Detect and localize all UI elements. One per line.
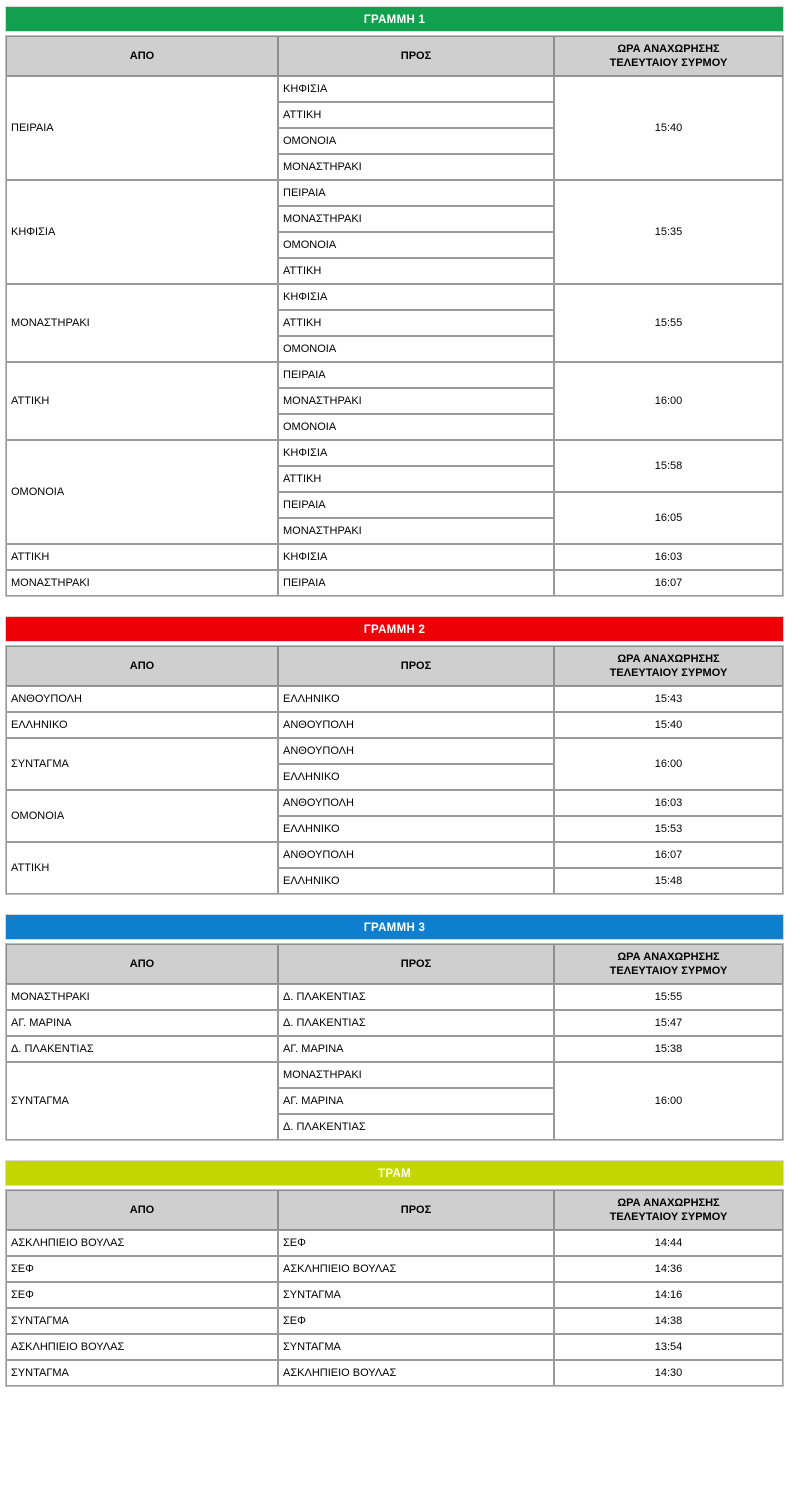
last-departure-time-cell: 15:55: [554, 284, 783, 362]
destination-station-cell: ΟΜΟΝΟΙΑ: [278, 336, 554, 362]
table-row: [6, 1282, 783, 1308]
destination-station-cell: ΣΕΦ: [278, 1230, 554, 1256]
last-departure-time-cell: 16:00: [554, 1062, 783, 1140]
destination-station-cell: ΑΣΚΛΗΠΙΕΙΟ ΒΟΥΛΑΣ: [278, 1360, 554, 1386]
origin-station-cell: ΑΤΤΙΚΗ: [6, 362, 278, 440]
column-header-from: ΑΠΟ: [6, 944, 278, 984]
destination-station-cell: ΠΕΙΡΑΙΑ: [278, 492, 554, 518]
destination-station-cell: ΕΛΛΗΝΙΚΟ: [278, 686, 554, 712]
line-banner-title: ΓΡΑΜΜΗ 1: [5, 6, 784, 32]
table-row: [6, 738, 783, 764]
column-header-to: ΠΡΟΣ: [278, 646, 554, 686]
column-header-departure-time-line2: ΤΕΛΕΥΤΑΙΟΥ ΣΥΡΜΟΥ: [609, 57, 728, 69]
table-row: [6, 1334, 783, 1360]
last-departure-time-cell: 14:44: [554, 1230, 783, 1256]
origin-station-cell: ΠΕΙΡΑΙΑ: [6, 76, 278, 180]
last-departure-time-cell: 15:40: [554, 712, 783, 738]
column-header-to: ΠΡΟΣ: [278, 944, 554, 984]
destination-station-cell: ΜΟΝΑΣΤΗΡΑΚΙ: [278, 1062, 554, 1088]
origin-station-cell: ΑΣΚΛΗΠΙΕΙΟ ΒΟΥΛΑΣ: [6, 1230, 278, 1256]
last-departure-time-cell: 14:30: [554, 1360, 783, 1386]
last-departure-time-cell: 16:00: [554, 738, 783, 790]
destination-station-cell: ΚΗΦΙΣΙΑ: [278, 440, 554, 466]
line-section: [5, 616, 784, 895]
column-header-departure-time-line2: ΤΕΛΕΥΤΑΙΟΥ ΣΥΡΜΟΥ: [609, 667, 728, 679]
destination-station-cell: ΜΟΝΑΣΤΗΡΑΚΙ: [278, 154, 554, 180]
origin-station-cell: ΜΟΝΑΣΤΗΡΑΚΙ: [6, 570, 278, 596]
last-departure-time-cell: 16:00: [554, 362, 783, 440]
table-row: [6, 712, 783, 738]
table-row: [6, 984, 783, 1010]
column-header-to: ΠΡΟΣ: [278, 36, 554, 76]
origin-station-cell: ΑΤΤΙΚΗ: [6, 842, 278, 894]
destination-station-cell: ΑΓ. ΜΑΡΙΝΑ: [278, 1088, 554, 1114]
column-header-to: ΠΡΟΣ: [278, 1190, 554, 1230]
column-header-departure-time: [554, 36, 783, 76]
destination-station-cell: ΑΤΤΙΚΗ: [278, 310, 554, 336]
line-banner-title: ΤΡΑΜ: [5, 1160, 784, 1186]
schedule-table: [5, 35, 784, 597]
line-section: [5, 6, 784, 597]
schedule-table: [5, 943, 784, 1141]
table-row: [6, 440, 783, 466]
destination-station-cell: ΜΟΝΑΣΤΗΡΑΚΙ: [278, 518, 554, 544]
last-departure-time-cell: 14:38: [554, 1308, 783, 1334]
column-header-departure-time-line1: ΩΡΑ ΑΝΑΧΩΡΗΣΗΣ: [617, 951, 720, 963]
table-header-row: [6, 646, 783, 686]
destination-station-cell: ΑΝΘΟΥΠΟΛΗ: [278, 738, 554, 764]
destination-station-cell: ΕΛΛΗΝΙΚΟ: [278, 816, 554, 842]
schedule-table: [5, 645, 784, 895]
destination-station-cell: ΕΛΛΗΝΙΚΟ: [278, 868, 554, 894]
origin-station-cell: ΑΤΤΙΚΗ: [6, 544, 278, 570]
column-header-from: ΑΠΟ: [6, 1190, 278, 1230]
destination-station-cell: ΣΥΝΤΑΓΜΑ: [278, 1334, 554, 1360]
origin-station-cell: ΣΕΦ: [6, 1256, 278, 1282]
table-header-row: [6, 36, 783, 76]
last-departure-time-cell: 15:35: [554, 180, 783, 284]
table-row: [6, 790, 783, 816]
last-departure-time-cell: 14:16: [554, 1282, 783, 1308]
origin-station-cell: ΜΟΝΑΣΤΗΡΑΚΙ: [6, 284, 278, 362]
column-header-departure-time-line1: ΩΡΑ ΑΝΑΧΩΡΗΣΗΣ: [617, 653, 720, 665]
table-row: [6, 284, 783, 310]
last-departure-time-cell: 16:03: [554, 544, 783, 570]
column-header-from: ΑΠΟ: [6, 646, 278, 686]
last-departure-time-cell: 13:54: [554, 1334, 783, 1360]
last-departure-time-cell: 15:38: [554, 1036, 783, 1062]
column-header-from: ΑΠΟ: [6, 36, 278, 76]
last-departure-time-cell: 15:47: [554, 1010, 783, 1036]
origin-station-cell: ΚΗΦΙΣΙΑ: [6, 180, 278, 284]
column-header-departure-time-line2: ΤΕΛΕΥΤΑΙΟΥ ΣΥΡΜΟΥ: [609, 1211, 728, 1223]
destination-station-cell: ΜΟΝΑΣΤΗΡΑΚΙ: [278, 388, 554, 414]
table-row: [6, 570, 783, 596]
destination-station-cell: ΑΤΤΙΚΗ: [278, 258, 554, 284]
column-header-departure-time: [554, 646, 783, 686]
destination-station-cell: ΠΕΙΡΑΙΑ: [278, 362, 554, 388]
last-departure-time-cell: 14:36: [554, 1256, 783, 1282]
destination-station-cell: ΚΗΦΙΣΙΑ: [278, 76, 554, 102]
origin-station-cell: ΟΜΟΝΟΙΑ: [6, 440, 278, 544]
destination-station-cell: ΠΕΙΡΑΙΑ: [278, 570, 554, 596]
origin-station-cell: Δ. ΠΛΑΚΕΝΤΙΑΣ: [6, 1036, 278, 1062]
table-row: [6, 1360, 783, 1386]
destination-station-cell: ΑΤΤΙΚΗ: [278, 102, 554, 128]
table-row: [6, 686, 783, 712]
origin-station-cell: ΣΕΦ: [6, 1282, 278, 1308]
destination-station-cell: ΣΥΝΤΑΓΜΑ: [278, 1282, 554, 1308]
column-header-departure-time-line1: ΩΡΑ ΑΝΑΧΩΡΗΣΗΣ: [617, 1197, 720, 1209]
column-header-departure-time-line1: ΩΡΑ ΑΝΑΧΩΡΗΣΗΣ: [617, 43, 720, 55]
origin-station-cell: ΑΓ. ΜΑΡΙΝΑ: [6, 1010, 278, 1036]
destination-station-cell: ΠΕΙΡΑΙΑ: [278, 180, 554, 206]
table-row: [6, 76, 783, 102]
destination-station-cell: ΕΛΛΗΝΙΚΟ: [278, 764, 554, 790]
origin-station-cell: ΣΥΝΤΑΓΜΑ: [6, 1062, 278, 1140]
table-header-row: [6, 1190, 783, 1230]
last-departure-time-cell: 15:53: [554, 816, 783, 842]
destination-station-cell: Δ. ΠΛΑΚΕΝΤΙΑΣ: [278, 1010, 554, 1036]
line-section: [5, 1160, 784, 1387]
schedule-table: [5, 1189, 784, 1387]
last-departure-time-cell: 15:55: [554, 984, 783, 1010]
table-row: [6, 544, 783, 570]
destination-station-cell: Δ. ΠΛΑΚΕΝΤΙΑΣ: [278, 984, 554, 1010]
table-row: [6, 180, 783, 206]
table-row: [6, 1062, 783, 1088]
destination-station-cell: ΑΝΘΟΥΠΟΛΗ: [278, 842, 554, 868]
column-header-departure-time: [554, 944, 783, 984]
destination-station-cell: Δ. ΠΛΑΚΕΝΤΙΑΣ: [278, 1114, 554, 1140]
origin-station-cell: ΕΛΛΗΝΙΚΟ: [6, 712, 278, 738]
destination-station-cell: ΑΓ. ΜΑΡΙΝΑ: [278, 1036, 554, 1062]
origin-station-cell: ΟΜΟΝΟΙΑ: [6, 790, 278, 842]
destination-station-cell: ΑΣΚΛΗΠΙΕΙΟ ΒΟΥΛΑΣ: [278, 1256, 554, 1282]
origin-station-cell: ΣΥΝΤΑΓΜΑ: [6, 1308, 278, 1334]
column-header-departure-time: [554, 1190, 783, 1230]
destination-station-cell: ΑΝΘΟΥΠΟΛΗ: [278, 712, 554, 738]
origin-station-cell: ΑΣΚΛΗΠΙΕΙΟ ΒΟΥΛΑΣ: [6, 1334, 278, 1360]
destination-station-cell: ΚΗΦΙΣΙΑ: [278, 284, 554, 310]
table-row: [6, 1010, 783, 1036]
table-row: [6, 1036, 783, 1062]
origin-station-cell: ΑΝΘΟΥΠΟΛΗ: [6, 686, 278, 712]
last-departure-time-cell: 15:40: [554, 76, 783, 180]
column-header-departure-time-line2: ΤΕΛΕΥΤΑΙΟΥ ΣΥΡΜΟΥ: [609, 965, 728, 977]
destination-station-cell: ΑΤΤΙΚΗ: [278, 466, 554, 492]
line-section: [5, 914, 784, 1141]
last-departure-time-cell: 15:43: [554, 686, 783, 712]
table-row: [6, 1230, 783, 1256]
destination-station-cell: ΟΜΟΝΟΙΑ: [278, 128, 554, 154]
last-departure-time-cell: 16:03: [554, 790, 783, 816]
last-departure-time-cell: 16:07: [554, 842, 783, 868]
origin-station-cell: ΣΥΝΤΑΓΜΑ: [6, 1360, 278, 1386]
destination-station-cell: ΟΜΟΝΟΙΑ: [278, 414, 554, 440]
destination-station-cell: ΑΝΘΟΥΠΟΛΗ: [278, 790, 554, 816]
destination-station-cell: ΟΜΟΝΟΙΑ: [278, 232, 554, 258]
table-row: [6, 1308, 783, 1334]
origin-station-cell: ΣΥΝΤΑΓΜΑ: [6, 738, 278, 790]
table-row: [6, 842, 783, 868]
table-header-row: [6, 944, 783, 984]
last-departure-time-cell: 16:07: [554, 570, 783, 596]
last-departure-time-cell: 15:58: [554, 440, 783, 492]
last-departure-time-cell: 16:05: [554, 492, 783, 544]
origin-station-cell: ΜΟΝΑΣΤΗΡΑΚΙ: [6, 984, 278, 1010]
table-row: [6, 1256, 783, 1282]
line-banner-title: ΓΡΑΜΜΗ 3: [5, 914, 784, 940]
destination-station-cell: ΣΕΦ: [278, 1308, 554, 1334]
table-row: [6, 362, 783, 388]
last-departure-time-cell: 15:48: [554, 868, 783, 894]
destination-station-cell: ΚΗΦΙΣΙΑ: [278, 544, 554, 570]
line-banner-title: ΓΡΑΜΜΗ 2: [5, 616, 784, 642]
destination-station-cell: ΜΟΝΑΣΤΗΡΑΚΙ: [278, 206, 554, 232]
